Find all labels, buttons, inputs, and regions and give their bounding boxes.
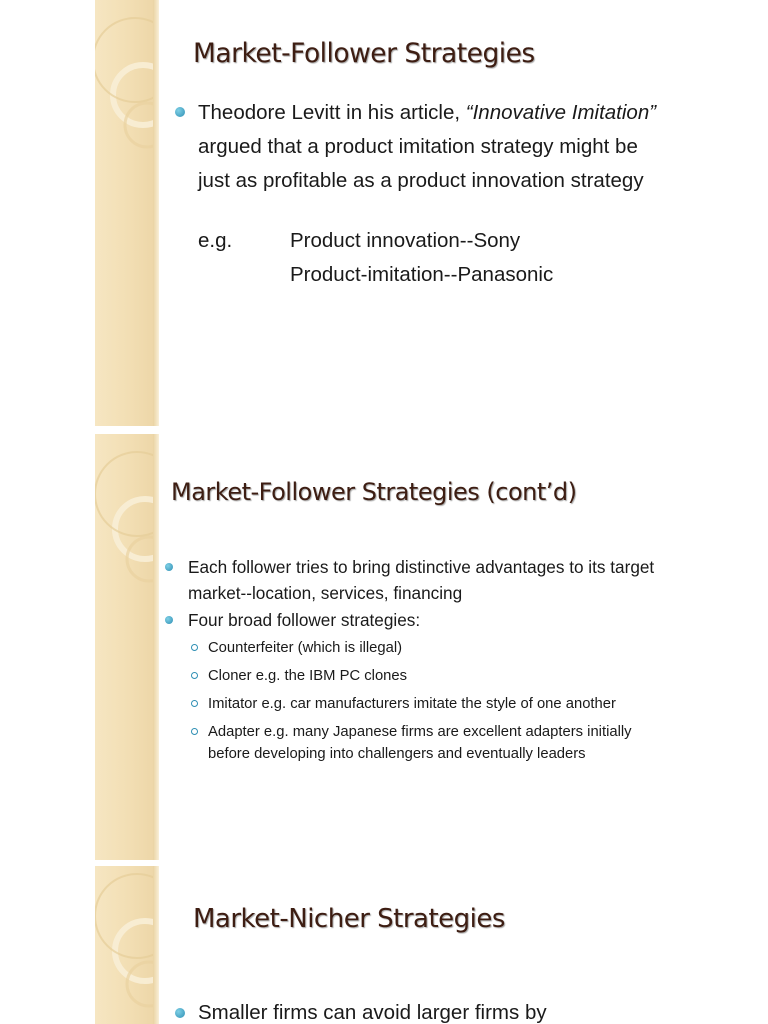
bullet-list (175, 96, 665, 198)
slide-1 (95, 0, 680, 426)
slide-title: Market-Follower Strategies (cont’d) (171, 478, 577, 506)
slide-3 (95, 866, 680, 1024)
sub-bullet-item: Adapter e.g. many Japanese firms are excellent adapters initially before developing into challengers and eventually leaders (188, 721, 670, 765)
decorative-side-band (95, 866, 159, 1024)
bullet-item: Each follower tries to bring distinctive advantages to its target market--location, services, financing (165, 554, 670, 606)
decorative-side-band (95, 0, 159, 426)
bullet-item: Smaller firms can avoid larger firms by (175, 996, 665, 1024)
page-margin-right (680, 0, 768, 1024)
decorative-circles-graphic (95, 866, 159, 1024)
sub-bullet-item: Counterfeiter (which is illegal) (188, 637, 670, 659)
sub-bullet-item: Cloner e.g. the IBM PC clones (188, 665, 670, 687)
bullet-item: Four broad follower strategies: Counterfeiter (which is illegal) Cloner e.g. the IBM PC clones Imitator e.g. car manufacturers imitate the style of one another Adapter e.g. many Japanese firms are excellent adapters initially before developing into challengers and eventually leaders (165, 607, 670, 765)
slide-title: Market-Follower Strategies (193, 38, 535, 69)
bullet-list (175, 996, 665, 1024)
decorative-side-band (95, 434, 159, 860)
decorative-circles-graphic (95, 0, 159, 426)
slide-title: Market-Nicher Strategies (193, 904, 505, 934)
example-label: e.g. (198, 229, 233, 252)
slide-2 (95, 434, 680, 860)
sub-bullet-list (188, 637, 670, 765)
decorative-circles-graphic (95, 434, 159, 860)
bullet-item: Theodore Levitt in his article, “Innovative Imitation” argued that a product imitation strategy might be just as profitable as a product innovation strategy (175, 96, 665, 198)
example-line-imitation: Product-imitation--Panasonic (290, 263, 554, 286)
bullet-list (165, 554, 670, 771)
example-line-innovation: Product innovation--Sony (290, 229, 521, 252)
sub-bullet-item: Imitator e.g. car manufacturers imitate the style of one another (188, 693, 670, 715)
page-margin-left (0, 0, 95, 1024)
example-block (198, 224, 553, 292)
article-title: “Innovative Imitation” (465, 101, 657, 124)
